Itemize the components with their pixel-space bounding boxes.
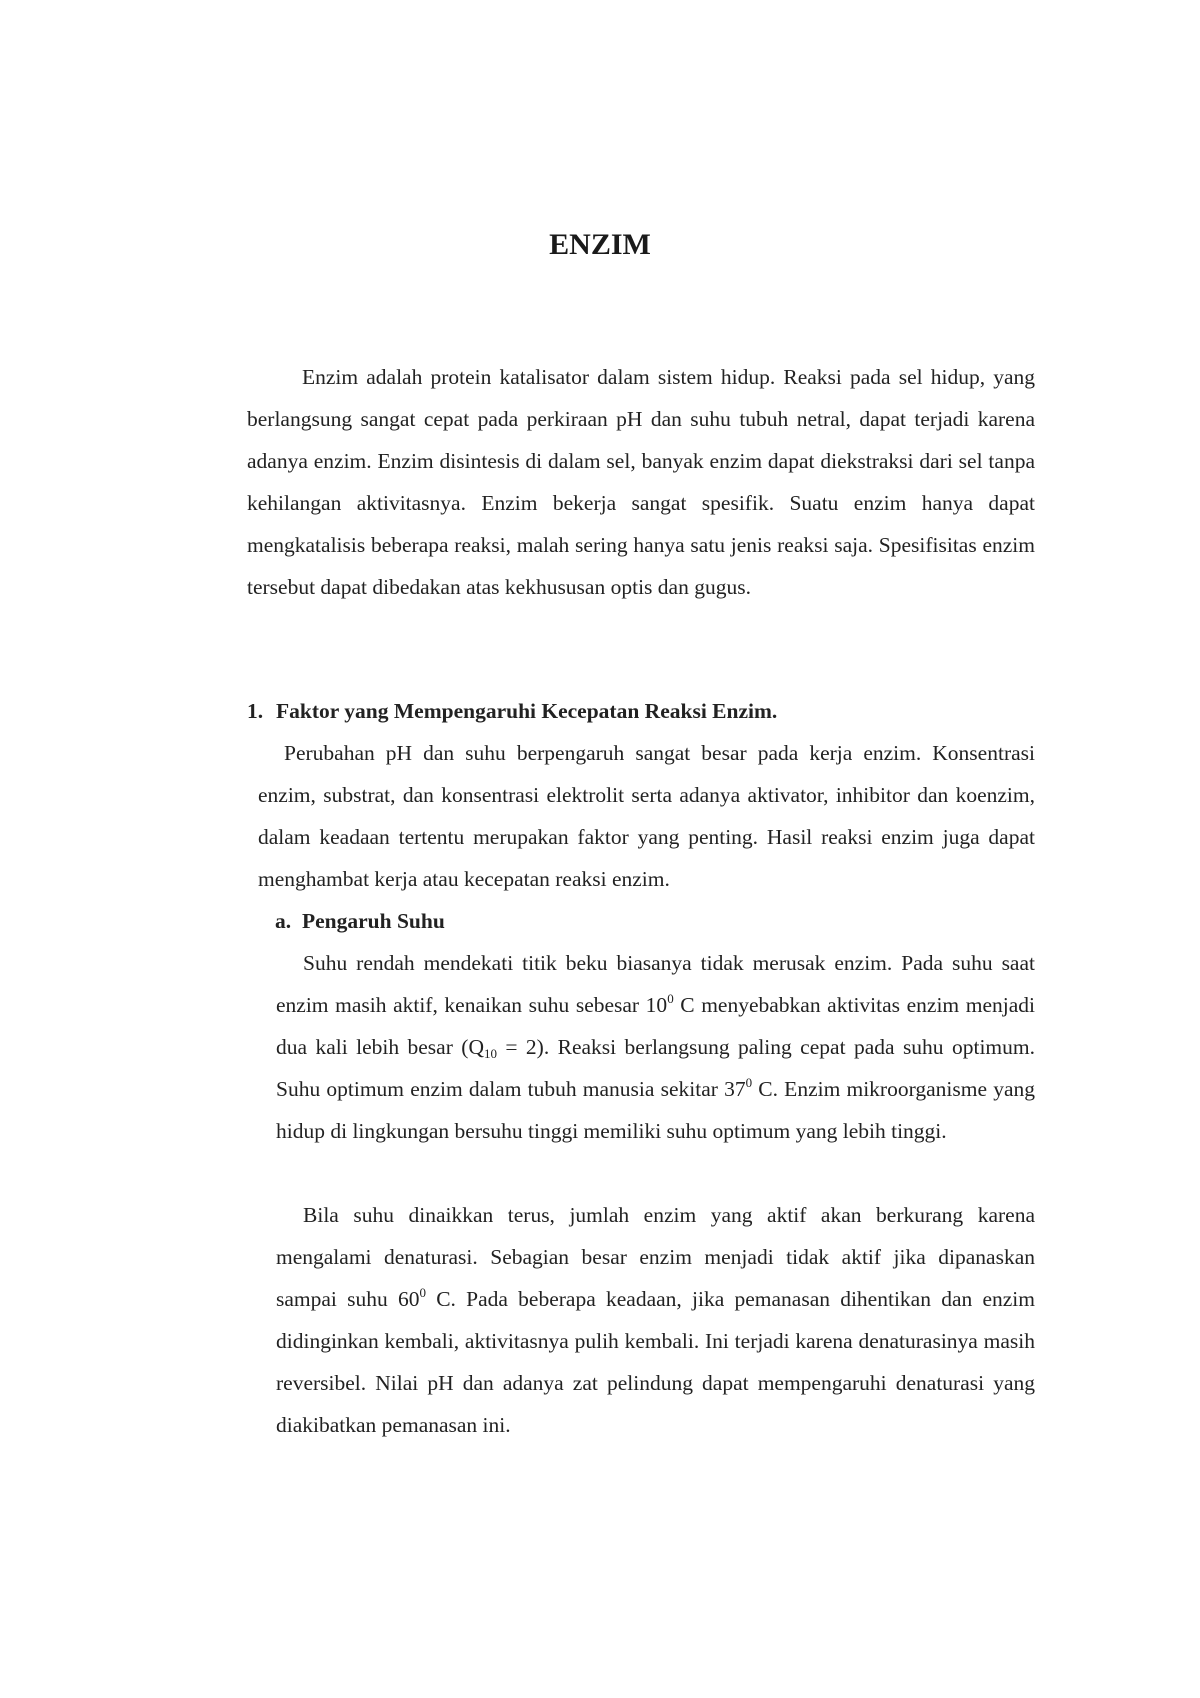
degree-superscript: 0	[745, 1075, 753, 1090]
text-run: Bila suhu dinaikkan terus, jumlah enzim yang aktif akan berkurang karena mengalami denaturasi. Sebagian besar enzim menjadi tidak aktif jika dipanaskan sampai suhu 60	[276, 1203, 1035, 1311]
subsection-a-paragraph-2	[276, 1194, 1035, 1446]
text-run: = 2). Reaksi berlangsung paling cepat pada suhu optimum. Suhu optimum enzim dalam tubuh manusia sekitar 37	[276, 1035, 1035, 1101]
degree-superscript: 0	[419, 1285, 426, 1300]
text-run: C. Enzim mikroorganisme yang hidup di lingkungan bersuhu tinggi memiliki suhu optimum yang lebih tinggi.	[276, 1077, 1035, 1143]
degree-superscript: 0	[667, 991, 674, 1006]
section-1-title: Faktor yang Mempengaruhi Kecepatan Reaksi Enzim.	[276, 699, 778, 723]
q10-subscript: 10	[483, 1046, 497, 1061]
subsection-a-heading	[275, 900, 445, 942]
intro-paragraph: Enzim adalah protein katalisator dalam sistem hidup. Reaksi pada sel hidup, yang berlangsung sangat cepat pada perkiraan pH dan suhu tubuh netral, dapat terjadi karena adanya enzim. Enzim disintesis di dalam sel, banyak enzim dapat diekstraksi dari sel tanpa kehilangan aktivitasnya. Enzim bekerja sangat spesifik. Suatu enzim hanya dapat mengkatalisis beberapa reaksi, malah sering hanya satu jenis reaksi saja. Spesifisitas enzim tersebut dapat dibedakan atas kekhususan optis dan gugus.	[247, 365, 1035, 599]
text-run: Suhu rendah mendekati titik beku biasanya tidak merusak enzim. Pada suhu saat enzim masih aktif, kenaikan suhu sebesar 10	[276, 951, 1035, 1017]
section-1-number: 1.	[247, 699, 264, 723]
section-1-body: Perubahan pH dan suhu berpengaruh sangat besar pada kerja enzim. Konsentrasi enzim, substrat, dan konsentrasi elektrolit serta adanya aktivator, inhibitor dan koenzim, dalam keadaan tertentu merupakan faktor yang penting. Hasil reaksi enzim juga dapat menghambat kerja atau kecepatan reaksi enzim.	[258, 741, 1035, 891]
text-run: C menyebabkan aktivitas enzim menjadi dua kali lebih besar (Q	[276, 993, 1035, 1059]
subsection-a-title: Pengaruh Suhu	[302, 909, 445, 933]
section-1-heading	[247, 690, 1035, 732]
subsection-a-letter: a.	[275, 909, 292, 933]
text-run: C. Pada beberapa keadaan, jika pemanasan dihentikan dan enzim didinginkan kembali, aktivitasnya pulih kembali. Ini terjadi karena denaturasinya masih reversibel. Nilai pH dan adanya zat pelindung dapat mempengaruhi denaturasi yang diakibatkan pemanasan ini.	[276, 1287, 1035, 1437]
document-title: ENZIM	[549, 228, 651, 261]
subsection-a-paragraph-1	[276, 942, 1035, 1152]
